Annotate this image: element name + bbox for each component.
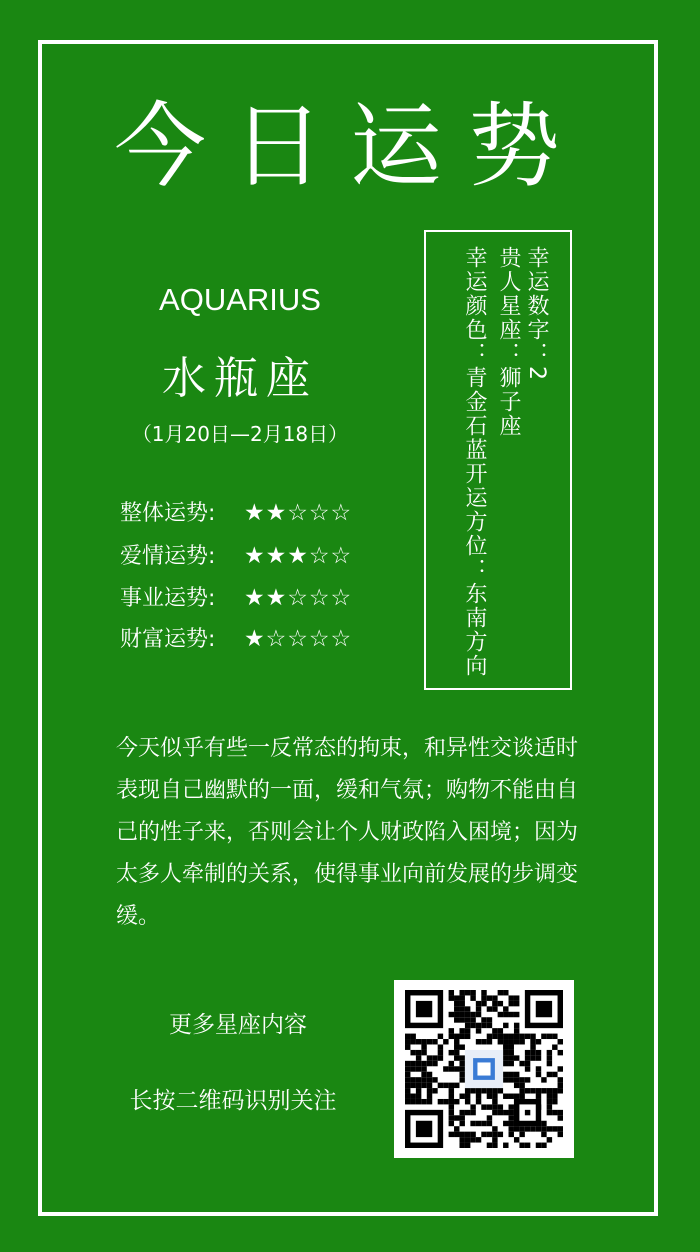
sign-english-name: AQUARIUS <box>159 282 321 317</box>
lucky-column-right <box>494 246 550 438</box>
sign-chinese-name: 水瓶座 <box>162 353 318 404</box>
lucky-direction: 开运方位：东南方向 <box>462 462 487 678</box>
rating-label: 整体运势: <box>120 501 216 526</box>
fortune-description: 今天似乎有些一反常态的拘束，和异性交谈适时表现自己幽默的一面，缓和气氛；购物不能由自己的性子来，否则会让个人财政陷入困境；因为太多人牵制的关系，使得事业向前发展的步调变缓。 <box>116 736 579 929</box>
rating-label: 事业运势: <box>120 586 216 611</box>
lucky-info-box <box>424 230 572 690</box>
rating-career <box>120 581 352 612</box>
rating-love <box>120 539 352 570</box>
rating-wealth <box>120 622 352 653</box>
title-char: 运 <box>350 93 469 200</box>
noble-sign: 贵人星座：狮子座 <box>496 246 521 438</box>
star-rating: ★☆☆☆☆ <box>244 626 353 652</box>
lucky-color: 幸运颜色：青金石蓝 <box>462 246 487 462</box>
star-rating: ★★★☆☆ <box>244 543 353 569</box>
more-content-text: 更多星座内容 <box>169 1012 307 1038</box>
title-char: 势 <box>468 93 587 200</box>
title-char: 日 <box>231 93 350 200</box>
lucky-column-left <box>460 246 488 678</box>
title-char: 今 <box>113 93 232 200</box>
page-title <box>0 92 700 202</box>
star-rating: ★★☆☆☆ <box>244 500 353 526</box>
qr-code-icon <box>404 990 564 1148</box>
star-rating: ★★☆☆☆ <box>244 585 353 611</box>
rating-overall <box>120 496 352 527</box>
rating-label: 财富运势: <box>120 627 216 652</box>
lucky-number: 幸运数字：2 <box>524 246 549 382</box>
sign-date-range: （1月20日—2月18日） <box>131 422 349 446</box>
rating-label: 爱情运势: <box>120 544 216 569</box>
qr-code[interactable] <box>394 980 574 1158</box>
scan-qr-hint: 长按二维码识别关注 <box>129 1088 337 1114</box>
